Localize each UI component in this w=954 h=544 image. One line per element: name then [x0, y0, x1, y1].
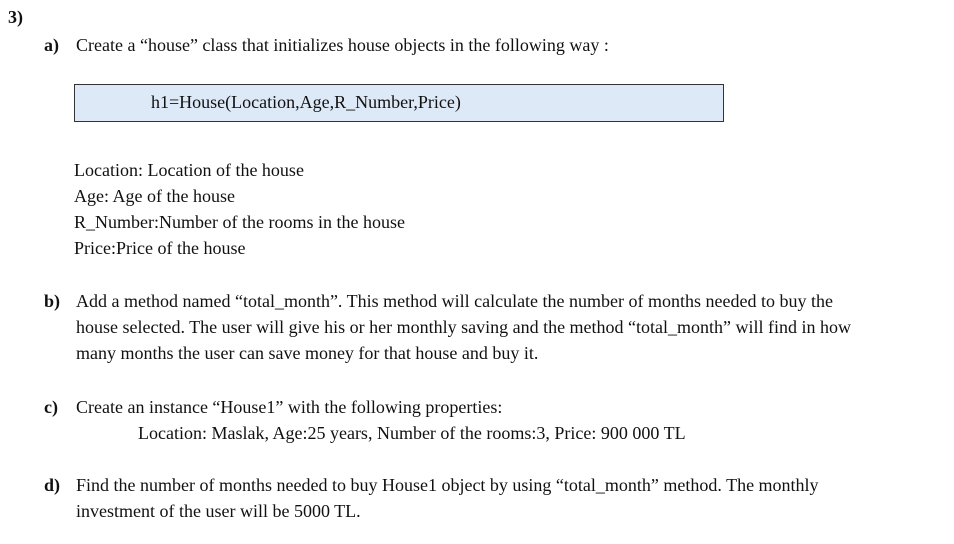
- part-a-label: a): [44, 35, 59, 55]
- part-c-text: Create an instance “House1” with the following properties:: [76, 397, 503, 417]
- definition-age: Age: Age of the house: [74, 186, 235, 206]
- part-b-label: b): [44, 291, 61, 311]
- part-a-text: Create a “house” class that initializes house objects in the following way :: [76, 35, 609, 55]
- part-c-label: c): [44, 397, 58, 417]
- question-number: 3): [8, 7, 23, 27]
- definition-price: Price:Price of the house: [74, 238, 246, 258]
- definition-rooms: R_Number:Number of the rooms in the house: [74, 212, 405, 232]
- part-b-line-1: Add a method named “total_month”. This method will calculate the number of months needed to buy the: [76, 291, 833, 311]
- code-text: h1=House(Location,Age,R_Number,Price): [151, 92, 461, 112]
- part-c-properties: Location: Maslak, Age:25 years, Number of the rooms:3, Price: 900 000 TL: [138, 423, 686, 443]
- part-d-label: d): [44, 475, 61, 495]
- part-d-line-1: Find the number of months needed to buy House1 object by using “total_month” method. The monthly: [76, 475, 819, 495]
- code-box: [74, 84, 724, 122]
- definition-location: Location: Location of the house: [74, 160, 304, 180]
- part-b-line-2: house selected. The user will give his or her monthly saving and the method “total_month” will find in how: [76, 317, 852, 337]
- part-d-line-2: investment of the user will be 5000 TL.: [76, 501, 361, 521]
- part-b-line-3: many months the user can save money for that house and buy it.: [76, 343, 539, 363]
